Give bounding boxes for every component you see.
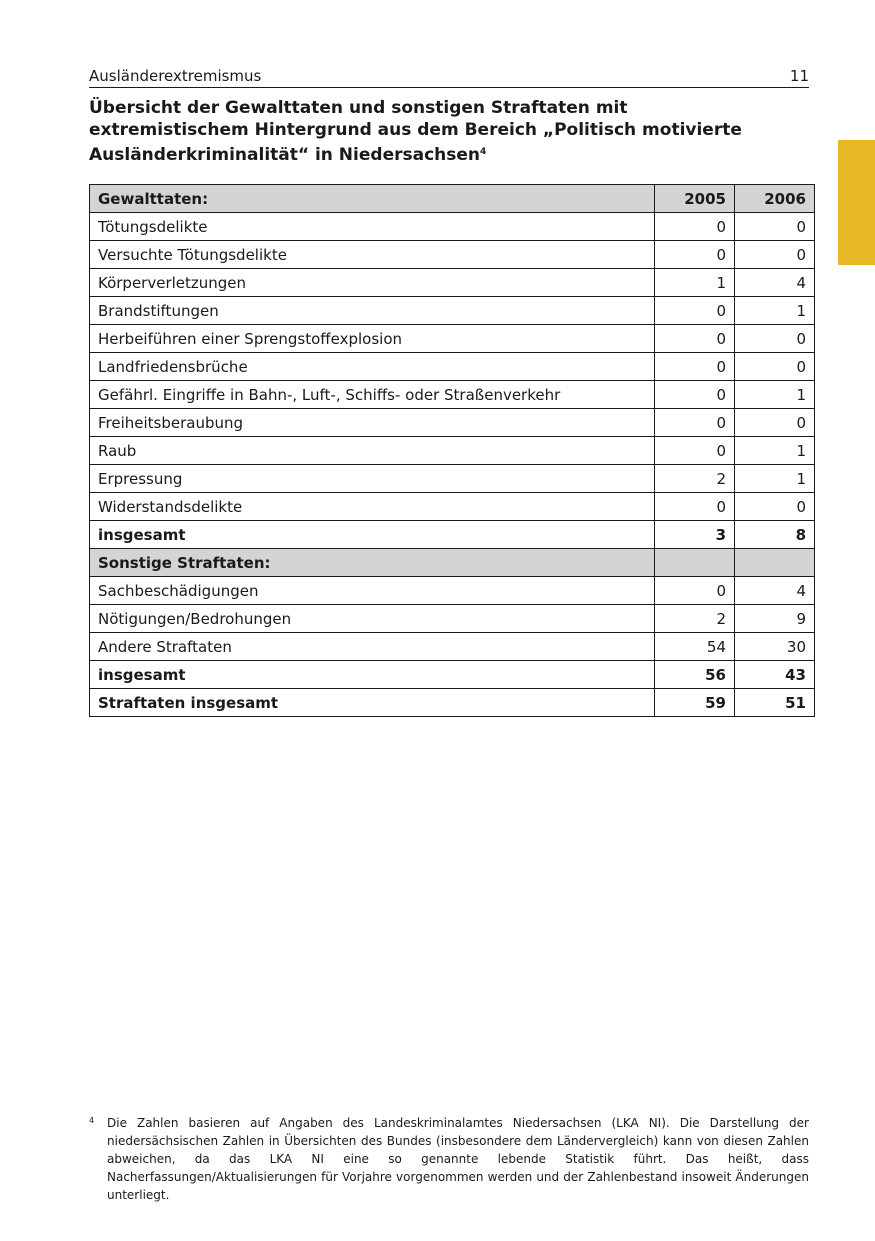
row-label: insgesamt xyxy=(90,661,655,689)
table-row xyxy=(90,493,815,521)
value-2006: 30 xyxy=(735,633,815,661)
table-total-row xyxy=(90,689,815,717)
row-label: Straftaten insgesamt xyxy=(90,689,655,717)
value-2006: 8 xyxy=(735,521,815,549)
value-2006: 4 xyxy=(735,269,815,297)
row-label: Widerstandsdelikte xyxy=(90,493,655,521)
table-row xyxy=(90,381,815,409)
table-row xyxy=(90,269,815,297)
value-2006: 1 xyxy=(735,381,815,409)
value-2005: 3 xyxy=(655,521,735,549)
table-section-header xyxy=(90,185,815,213)
value-2005: 0 xyxy=(655,409,735,437)
page-title xyxy=(89,97,789,166)
value-2006: 0 xyxy=(735,409,815,437)
value-2005: 0 xyxy=(655,381,735,409)
table-row xyxy=(90,633,815,661)
value-2006: 9 xyxy=(735,605,815,633)
row-label: Landfriedensbrüche xyxy=(90,353,655,381)
page-number: 11 xyxy=(789,67,809,85)
row-label: Freiheitsberaubung xyxy=(90,409,655,437)
section-title: Ausländerextremismus xyxy=(89,67,262,85)
value-2006: 51 xyxy=(735,689,815,717)
row-label: insgesamt xyxy=(90,521,655,549)
row-label: Gefährl. Eingriffe in Bahn-, Luft-, Schiffs- oder Straßenverkehr xyxy=(90,381,655,409)
row-label: Sonstige Straftaten: xyxy=(90,549,655,577)
value-2006: 0 xyxy=(735,241,815,269)
value-2006: 0 xyxy=(735,493,815,521)
value-2005: 0 xyxy=(655,325,735,353)
value-2005: 2 xyxy=(655,605,735,633)
value-2005: 59 xyxy=(655,689,735,717)
value-2006: 1 xyxy=(735,437,815,465)
table-total-row xyxy=(90,521,815,549)
value-2006: 1 xyxy=(735,297,815,325)
value-2006: 43 xyxy=(735,661,815,689)
table-row xyxy=(90,325,815,353)
table-row xyxy=(90,577,815,605)
table-row xyxy=(90,465,815,493)
value-2006: 0 xyxy=(735,213,815,241)
table-section-header xyxy=(90,549,815,577)
row-label: Herbeiführen einer Sprengstoffexplosion xyxy=(90,325,655,353)
table-row xyxy=(90,353,815,381)
value-2005: 2005 xyxy=(655,185,735,213)
table-row xyxy=(90,241,815,269)
footnote-text: Die Zahlen basieren auf Angaben des Landeskriminalamtes Niedersachsen (LKA NI). Die Darstellung der niedersächsischen Zahlen in Übersichten des Bundes (insbesondere dem Ländervergleich) kann von diesen Zahlen abweichen, da das LKA NI eine so genannte lebende Statistik führt. Das heißt, dass Nacherfassungen/Aktualisierungen für Vorjahre vorgenommen werden und der Zahlenbestand insoweit Änderungen unterliegt. xyxy=(107,1116,809,1202)
row-label: Brandstiftungen xyxy=(90,297,655,325)
row-label: Erpressung xyxy=(90,465,655,493)
value-2005: 0 xyxy=(655,297,735,325)
running-header xyxy=(89,66,809,88)
row-label: Körperverletzungen xyxy=(90,269,655,297)
value-2005: 0 xyxy=(655,577,735,605)
footnote-mark: 4 xyxy=(89,1116,95,1125)
row-label: Versuchte Tötungsdelikte xyxy=(90,241,655,269)
row-label: Raub xyxy=(90,437,655,465)
row-label: Nötigungen/Bedrohungen xyxy=(90,605,655,633)
table-row xyxy=(90,213,815,241)
table-row xyxy=(90,605,815,633)
value-2005: 56 xyxy=(655,661,735,689)
chapter-tab-marker xyxy=(838,140,875,265)
row-label: Andere Straftaten xyxy=(90,633,655,661)
row-label: Sachbeschädigungen xyxy=(90,577,655,605)
table-total-row xyxy=(90,661,815,689)
value-2005: 54 xyxy=(655,633,735,661)
page-title-text: Übersicht der Gewalttaten und sonstigen Straftaten mit extremistischem Hintergrund aus dem Bereich „Politisch motivierte Ausländerkriminalität“ in Niedersachsen xyxy=(89,98,742,165)
footnote xyxy=(89,1114,809,1204)
row-label: Tötungsdelikte xyxy=(90,213,655,241)
value-2006: 0 xyxy=(735,325,815,353)
value-2005: 0 xyxy=(655,437,735,465)
value-2005: 0 xyxy=(655,241,735,269)
value-2006: 0 xyxy=(735,353,815,381)
table-row xyxy=(90,409,815,437)
value-2006: 1 xyxy=(735,465,815,493)
value-2005: 0 xyxy=(655,213,735,241)
value-2005 xyxy=(655,549,735,577)
table-row xyxy=(90,297,815,325)
table-row xyxy=(90,437,815,465)
value-2006: 4 xyxy=(735,577,815,605)
value-2006 xyxy=(735,549,815,577)
value-2005: 2 xyxy=(655,465,735,493)
value-2005: 0 xyxy=(655,493,735,521)
row-label: Gewalttaten: xyxy=(90,185,655,213)
value-2006: 2006 xyxy=(735,185,815,213)
value-2005: 0 xyxy=(655,353,735,381)
footnote-reference: 4 xyxy=(480,147,487,157)
crime-statistics-table xyxy=(89,184,815,717)
value-2005: 1 xyxy=(655,269,735,297)
